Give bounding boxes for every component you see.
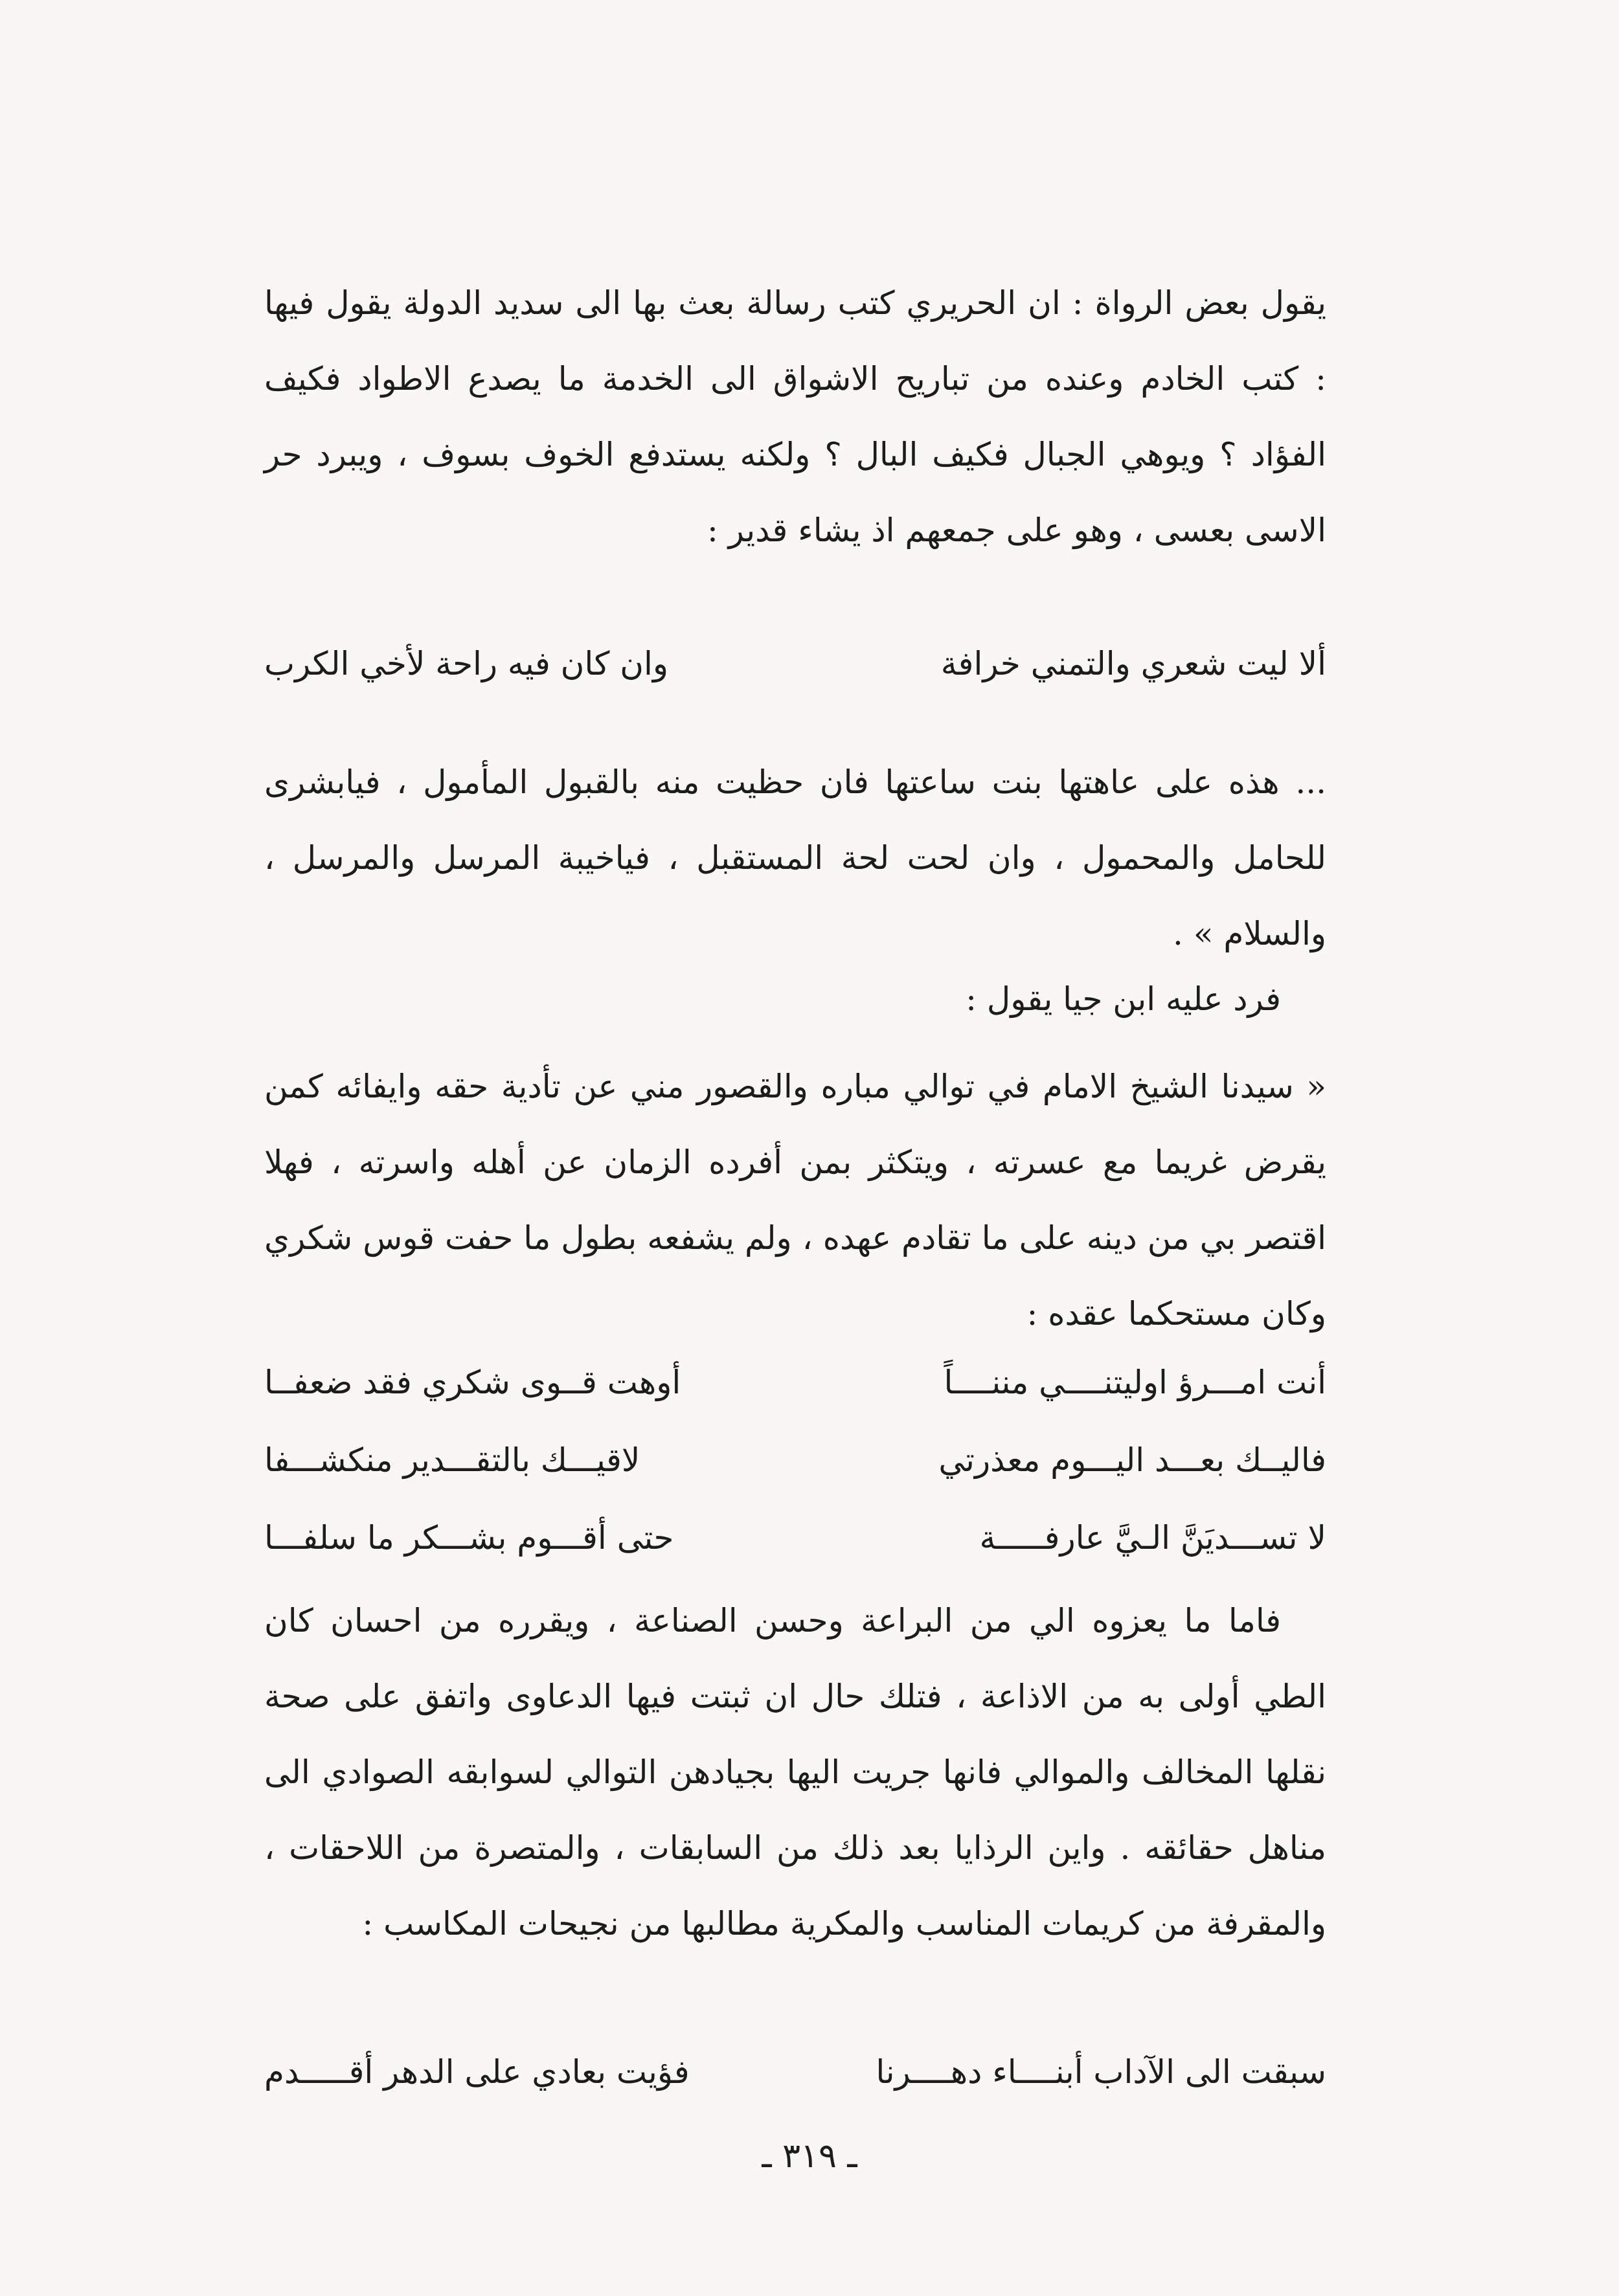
verse-line xyxy=(264,628,1326,699)
verse-line xyxy=(264,2036,1326,2108)
verse-second-hemistich: لاقيـــك بالتقـــدير منكشـــفا xyxy=(264,1441,640,1479)
verse-second-hemistich: حتى أقـــوم بشـــكر ما سلفـــا xyxy=(264,1519,674,1557)
verse-line xyxy=(264,1424,1326,1496)
verse-line xyxy=(264,1347,1326,1418)
paragraph-reply xyxy=(264,1049,1326,1352)
paragraph-reply-intro xyxy=(264,962,1326,1037)
verse-first-hemistich: فاليــك بعـــد اليـــوم معذرتي xyxy=(938,1441,1326,1479)
paragraph-text: فرد عليه ابن جيا يقول : xyxy=(966,980,1281,1018)
verse-second-hemistich: وان كان فيه راحة لأخي الكرب xyxy=(264,645,669,682)
paragraph-closing xyxy=(264,1583,1326,1962)
paragraph-continuation xyxy=(264,745,1326,972)
paragraph-text: ... هذه على عاهتها بنت ساعتها فان حظيت منه بالقبول المأمول ، فيابشرى للحامل والمحمول ، وان لحت لحة المستقبل ، فياخيبة المرسل والمرسل ، والسلام » . xyxy=(264,763,1326,952)
verse-first-hemistich: ألا ليت شعري والتمني خرافة xyxy=(940,645,1326,682)
paragraph-text: فاما ما يعزوه الي من البراعة وحسن الصناعة ، ويقرره من احسان كان الطي أولى به من الاذاعة ، فتلك حال ان ثبتت فيها الدعاوى واتفق على صحة نقلها المخالف والموالي فانها جريت اليها بجيادهن التوالي لسوابقه الصوادي الى مناهل حقائقه . واين الرذايا بعد ذلك من السابقات ، والمتصرة من اللاحقات ، والمقرفة من كريمات المناسب والمكرية مطالبها من نجيحات المكاسب : xyxy=(264,1602,1326,1942)
paragraph-text: يقول بعض الرواة : ان الحريري كتب رسالة بعث بها الى سديد الدولة يقول فيها : كتب الخادم وعنده من تباريح الاشواق الى الخدمة ما يصدع الاطواد فكيف الفؤاد ؟ ويوهي الجبال فكيف البال ؟ ولكنه يستدفع الخوف بسوف ، ويبرد حر الاسى بعسى ، وهو على جمعهم اذ يشاء قدير : xyxy=(264,284,1326,549)
paragraph-opening xyxy=(264,265,1326,568)
verse-line xyxy=(264,1502,1326,1573)
verse-first-hemistich: سبقت الى الآداب أبنــــاء دهــــرنا xyxy=(876,2053,1326,2091)
page-number: ـ ٣١٩ ـ xyxy=(762,2137,857,2176)
verse-second-hemistich: أوهت قــوى شكري فقد ضعفــا xyxy=(264,1364,681,1401)
verse-first-hemistich: لا تســـديَنَّ الـيَّ عارفـــــة xyxy=(979,1519,1326,1557)
verse-first-hemistich: أنت امـــرؤ اوليتنــــي مننــــاً xyxy=(944,1364,1326,1401)
verse-second-hemistich: فؤيت بعادي على الدهر أقـــــدم xyxy=(264,2053,690,2091)
paragraph-text: « سيدنا الشيخ الامام في توالي مباره والقصور مني عن تأدية حقه وايفائه كمن يقرض غريما مع عسرته ، ويتكثر بمن أفرده الزمان عن أهله واسرته ، فهلا اقتصر بي من دينه على ما تقادم عهده ، ولم يشفعه بطول ما حفت قوس شكري وكان مستحكما عقده : xyxy=(264,1068,1326,1333)
